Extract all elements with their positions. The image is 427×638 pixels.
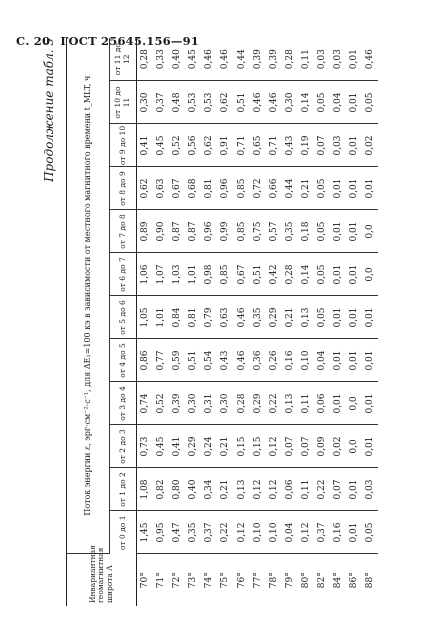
flux-value-cell: 1,05 [137,296,154,339]
flux-value-cell: 0,45 [153,425,169,468]
flux-value-cell: 0,10 [298,339,314,382]
flux-value-cell: 0,48 [169,81,185,124]
flux-value-cell: 0,04 [282,511,298,554]
flux-value-cell: 0,11 [298,382,314,425]
flux-value-cell: 1,45 [137,511,154,554]
page-number: С. 20 [16,34,51,48]
flux-value-cell: 0,29 [250,382,266,425]
rotated-content [40,38,380,606]
flux-value-cell: 0,12 [234,511,250,554]
flux-value-cell: 0,24 [201,425,217,468]
flux-value-cell: 0,29 [185,425,201,468]
time-interval-header: от 2 до 3 [110,425,137,468]
time-interval-header: от 4 до 5 [110,339,137,382]
flux-value-cell: 0,07 [298,425,314,468]
flux-value-cell: 0,18 [298,210,314,253]
table-row [250,38,266,606]
flux-value-cell: 0,02 [362,124,378,167]
flux-value-cell: 1,01 [153,296,169,339]
latitude-cell: 86° [348,572,359,589]
flux-value-cell: 0,02 [330,425,346,468]
flux-value-cell: 0,43 [282,124,298,167]
flux-value-cell: 0,03 [362,468,378,511]
flux-value-cell: 0,05 [362,81,378,124]
flux-value-cell: 0,22 [266,382,282,425]
flux-value-cell: 0,12 [298,511,314,554]
flux-value-cell: 0,06 [314,382,330,425]
latitude-cell: 72° [172,572,183,589]
flux-value-cell: 0,28 [282,253,298,296]
flux-value-cell: 0,01 [330,253,346,296]
flux-value-cell: 0,21 [282,296,298,339]
flux-value-cell: 0,01 [346,253,362,296]
flux-value-cell: 0,86 [137,339,154,382]
flux-value-cell: 0,75 [250,210,266,253]
energy-flux-table [66,38,378,606]
flux-value-cell: 0,05 [362,511,378,554]
flux-value-cell: 0,12 [266,425,282,468]
latitude-cell: 88° [364,572,375,589]
table-row [330,38,346,606]
flux-value-cell: 0,01 [362,167,378,210]
flux-value-cell: 0,0 [346,425,362,468]
flux-value-cell: 0,01 [330,296,346,339]
flux-value-cell: 0,01 [346,167,362,210]
table-row [185,38,201,606]
flux-value-cell: 0,46 [201,38,217,81]
flux-value-cell: 1,06 [137,253,154,296]
flux-value-cell: 0,30 [282,81,298,124]
flux-value-cell: 0,52 [153,382,169,425]
flux-value-cell: 0,79 [201,296,217,339]
flux-value-cell: 0,07 [314,124,330,167]
flux-value-cell: 0,0 [362,253,378,296]
flux-value-cell: 0,87 [185,210,201,253]
table-row [234,38,250,606]
flux-value-cell: 0,46 [234,339,250,382]
flux-value-cell: 0,01 [346,339,362,382]
flux-value-cell: 0,57 [266,210,282,253]
flux-value-cell: 0,16 [330,511,346,554]
flux-value-cell: 0,41 [169,425,185,468]
latitude-column-header: Инвариантная геомагнитная широта Λ [67,554,137,606]
time-interval-header: от 9 до 10 [110,124,137,167]
flux-value-cell: 0,71 [234,124,250,167]
flux-value-cell: 0,01 [330,339,346,382]
flux-value-cell: 0,46 [362,38,378,81]
flux-value-cell: 0,41 [137,124,154,167]
flux-value-cell: 1,03 [169,253,185,296]
table-row [153,38,169,606]
latitude-cell: 76° [236,572,247,589]
flux-value-cell: 0,80 [169,468,185,511]
flux-value-cell: 0,66 [266,167,282,210]
flux-value-cell: 0,46 [217,38,233,81]
flux-value-cell: 0,37 [314,511,330,554]
flux-value-cell: 0,54 [201,339,217,382]
flux-value-cell: 0,51 [185,339,201,382]
flux-value-cell: 0,03 [314,38,330,81]
flux-value-cell: 0,06 [282,468,298,511]
flux-value-cell: 0,04 [330,81,346,124]
flux-value-cell: 0,51 [234,81,250,124]
flux-value-cell: 0,46 [250,81,266,124]
flux-value-cell: 0,04 [314,339,330,382]
flux-value-cell: 0,45 [153,124,169,167]
latitude-cell: 71° [156,572,167,589]
table-row [169,38,185,606]
flux-value-cell: 0,40 [169,38,185,81]
flux-value-cell: 0,15 [250,425,266,468]
flux-value-cell: 0,85 [234,167,250,210]
flux-value-cell: 0,44 [234,38,250,81]
flux-value-cell: 0,39 [266,38,282,81]
time-interval-header: от 5 до 6 [110,296,137,339]
flux-value-cell: 0,10 [250,511,266,554]
time-interval-header: от 8 до 9 [110,167,137,210]
table-body [137,38,379,606]
latitude-cell: 70° [140,572,151,589]
flux-value-cell: 0,59 [169,339,185,382]
flux-value-cell: 0,16 [282,339,298,382]
flux-value-cell: 0,19 [298,124,314,167]
flux-value-cell: 0,11 [298,38,314,81]
flux-value-cell: 0,62 [217,81,233,124]
flux-value-cell: 0,12 [250,468,266,511]
flux-value-cell: 0,35 [185,511,201,554]
flux-value-cell: 0,87 [169,210,185,253]
table-continuation-caption: Продолжение табл. 5 [42,38,56,182]
flux-value-cell: 0,01 [346,210,362,253]
flux-value-cell: 0,81 [201,167,217,210]
flux-value-cell: 0,52 [169,124,185,167]
flux-value-cell: 0,01 [362,382,378,425]
flux-value-cell: 0,22 [314,468,330,511]
flux-value-cell: 0,44 [282,167,298,210]
latitude-cell: 73° [188,572,199,589]
flux-value-cell: 0,01 [346,38,362,81]
flux-value-cell: 0,01 [346,81,362,124]
table-row [217,38,233,606]
flux-value-cell: 0,29 [266,296,282,339]
flux-value-cell: 0,67 [234,253,250,296]
flux-value-cell: 0,81 [185,296,201,339]
flux-value-cell: 0,0 [346,382,362,425]
flux-value-cell: 0,89 [137,210,154,253]
flux-value-cell: 0,13 [282,382,298,425]
flux-value-cell: 0,85 [217,253,233,296]
flux-value-cell: 0,96 [201,210,217,253]
flux-value-cell: 0,84 [169,296,185,339]
flux-value-cell: 0,22 [217,511,233,554]
table-row [362,38,378,606]
latitude-cell: 82° [316,572,327,589]
table-header-row [67,38,110,606]
table-row [137,38,154,606]
flux-value-cell: 0,36 [250,339,266,382]
flux-value-cell: 0,01 [362,425,378,468]
flux-value-cell: 0,39 [250,38,266,81]
flux-value-cell: 0,46 [234,296,250,339]
table-row [346,38,362,606]
latitude-cell: 78° [268,572,279,589]
latitude-cell: 80° [300,572,311,589]
flux-value-cell: 0,05 [314,81,330,124]
flux-value-cell: 0,74 [137,382,154,425]
time-interval-header: от 6 до 7 [110,253,137,296]
flux-value-cell: 0,62 [201,124,217,167]
table-row [266,38,282,606]
flux-value-cell: 0,37 [153,81,169,124]
flux-value-cell: 0,26 [266,339,282,382]
flux-value-cell: 0,05 [314,253,330,296]
flux-value-cell: 0,14 [298,81,314,124]
flux-value-cell: 0,39 [169,382,185,425]
flux-value-cell: 0,05 [314,296,330,339]
flux-value-cell: 0,62 [137,167,154,210]
flux-value-cell: 0,30 [217,382,233,425]
table-row [314,38,330,606]
flux-value-cell: 0,09 [314,425,330,468]
flux-value-cell: 0,34 [201,468,217,511]
standard-number: ГОСТ 25645.156—91 [60,34,199,48]
flux-value-cell: 0,85 [234,210,250,253]
flux-value-cell: 0,28 [234,382,250,425]
flux-value-cell: 0,31 [201,382,217,425]
flux-value-cell: 0,98 [201,253,217,296]
flux-value-cell: 0,01 [346,124,362,167]
flux-value-cell: 0,37 [201,511,217,554]
flux-value-cell: 0,14 [298,253,314,296]
flux-value-cell: 0,07 [282,425,298,468]
flux-value-cell: 0,33 [153,38,169,81]
flux-value-cell: 0,0 [362,210,378,253]
flux-value-cell: 0,13 [234,468,250,511]
flux-value-cell: 0,35 [250,296,266,339]
flux-value-cell: 0,28 [137,38,154,81]
flux-value-cell: 0,56 [185,124,201,167]
flux-value-cell: 0,35 [282,210,298,253]
flux-group-header: Поток энергии ε, эрг·см⁻²·с⁻¹, для ΔE₁=100 кэ в зависимости от местного магнитного времени t_MLT, ч [67,38,110,554]
flux-value-cell: 0,72 [250,167,266,210]
latitude-cell: 75° [220,572,231,589]
time-interval-header-row [110,38,137,606]
time-interval-header: от 0 до 1 [110,511,137,554]
time-interval-header: от 3 до 4 [110,382,137,425]
flux-value-cell: 0,99 [217,210,233,253]
flux-value-cell: 0,05 [314,210,330,253]
flux-value-cell: 0,03 [330,38,346,81]
flux-value-cell: 0,30 [185,382,201,425]
table-row [201,38,217,606]
flux-value-cell: 0,46 [266,81,282,124]
flux-value-cell: 0,40 [185,468,201,511]
flux-value-cell: 0,43 [217,339,233,382]
flux-value-cell: 1,07 [153,253,169,296]
table-row [282,38,298,606]
flux-value-cell: 0,01 [346,296,362,339]
flux-value-cell: 0,63 [153,167,169,210]
flux-value-cell: 0,12 [266,468,282,511]
time-interval-header: от 11 до 12 [110,38,137,81]
flux-value-cell: 0,63 [217,296,233,339]
flux-value-cell: 0,01 [362,296,378,339]
flux-value-cell: 0,65 [250,124,266,167]
flux-value-cell: 0,53 [185,81,201,124]
flux-value-cell: 0,45 [185,38,201,81]
flux-value-cell: 0,03 [330,124,346,167]
flux-value-cell: 0,10 [266,511,282,554]
flux-value-cell: 0,42 [266,253,282,296]
flux-value-cell: 0,21 [298,167,314,210]
flux-value-cell: 1,08 [137,468,154,511]
flux-value-cell: 0,71 [266,124,282,167]
flux-value-cell: 0,11 [298,468,314,511]
time-interval-header: от 10 до 11 [110,81,137,124]
flux-value-cell: 0,77 [153,339,169,382]
time-interval-header: от 1 до 2 [110,468,137,511]
latitude-cell: 77° [252,572,263,589]
flux-value-cell: 0,01 [346,511,362,554]
flux-value-cell: 0,47 [169,511,185,554]
time-interval-header: от 7 до 8 [110,210,137,253]
flux-value-cell: 0,53 [201,81,217,124]
flux-value-cell: 0,51 [250,253,266,296]
flux-value-cell: 0,05 [314,167,330,210]
flux-value-cell: 0,01 [330,167,346,210]
latitude-cell: 74° [204,572,215,589]
latitude-cell: 79° [284,572,295,589]
flux-value-cell: 0,90 [153,210,169,253]
flux-value-cell: 0,01 [346,468,362,511]
flux-value-cell: 0,21 [217,425,233,468]
flux-value-cell: 0,68 [185,167,201,210]
flux-value-cell: 0,95 [153,511,169,554]
flux-value-cell: 1,01 [185,253,201,296]
flux-value-cell: 0,91 [217,124,233,167]
flux-value-cell: 0,67 [169,167,185,210]
flux-value-cell: 0,73 [137,425,154,468]
flux-value-cell: 0,82 [153,468,169,511]
flux-value-cell: 0,07 [330,468,346,511]
latitude-cell: 84° [332,572,343,589]
flux-value-cell: 0,30 [137,81,154,124]
flux-value-cell: 0,01 [362,339,378,382]
flux-value-cell: 0,21 [217,468,233,511]
table-row [298,38,314,606]
flux-value-cell: 0,13 [298,296,314,339]
flux-value-cell: 0,28 [282,38,298,81]
flux-value-cell: 0,96 [217,167,233,210]
flux-value-cell: 0,01 [330,382,346,425]
flux-value-cell: 0,15 [234,425,250,468]
flux-value-cell: 0,01 [330,210,346,253]
